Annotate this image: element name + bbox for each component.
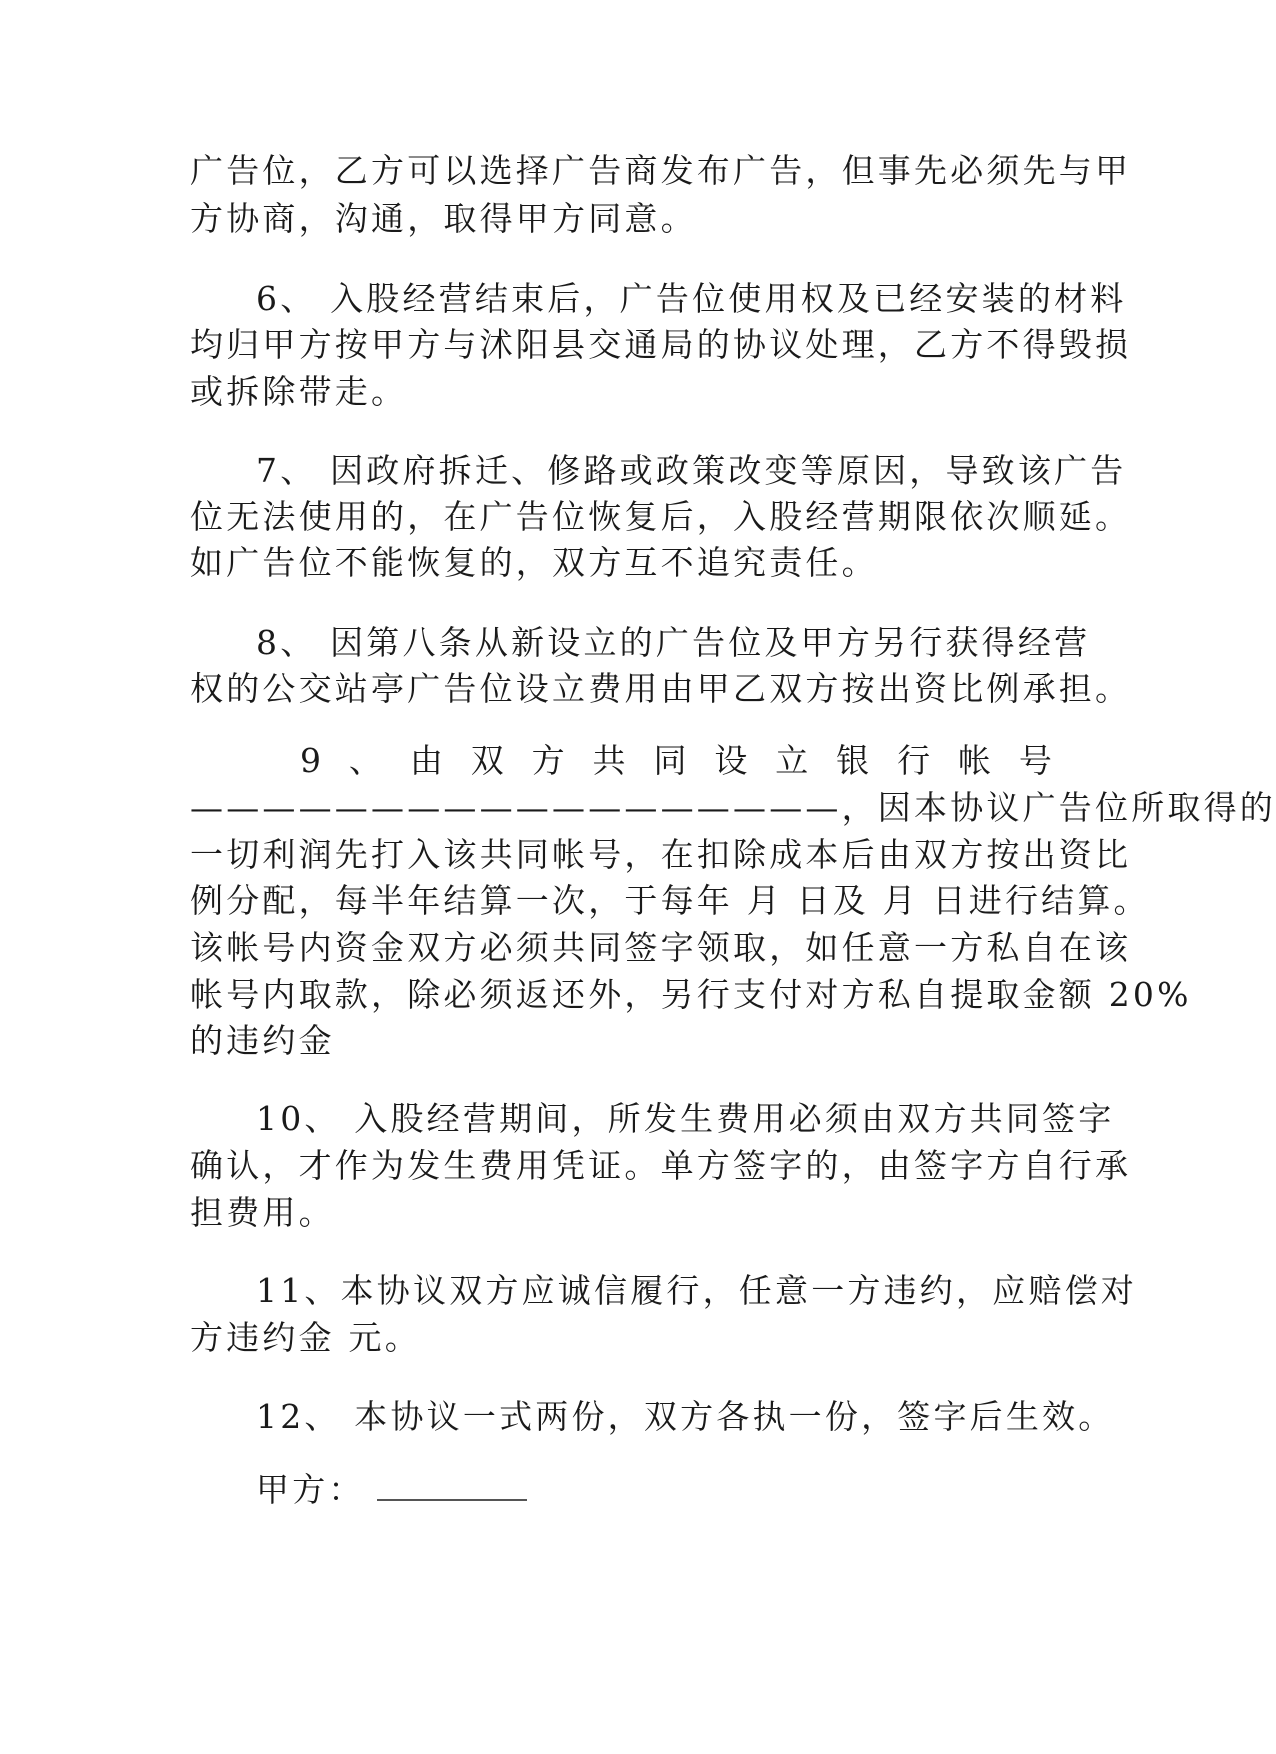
clause-8: 8、 因第八条从新设立的广告位及甲方另行获得经营 <box>256 623 1091 662</box>
spread-char: 设 <box>714 741 748 780</box>
spread-char: 银 <box>836 741 870 780</box>
paragraph-line: 帐号内取款，除必须返还外，另行支付对方私自提取金额 20% <box>190 975 1192 1014</box>
clause-10: 10、 入股经营期间，所发生费用必须由双方共同签字 <box>256 1099 1115 1138</box>
spread-char: 、 <box>348 741 382 780</box>
paragraph-line: 该帐号内资金双方必须共同签字领取，如任意一方私自在该 <box>190 928 1132 967</box>
paragraph-line: 广告位，乙方可以选择广告商发布广告，但事先必须先与甲 <box>190 151 1132 190</box>
paragraph-line: 或拆除带走。 <box>190 372 408 411</box>
clause-7: 7、 因政府拆迁、修路或政策改变等原因，导致该广告 <box>256 451 1127 490</box>
spread-char: 立 <box>775 741 809 780</box>
paragraph-line: 的违约金 <box>190 1021 335 1060</box>
spread-char: 号 <box>1018 741 1052 780</box>
signature-line <box>256 1467 1118 1513</box>
clause-6: 6、 入股经营结束后，广告位使用权及已经安装的材料 <box>256 279 1127 318</box>
clause-12: 12、 本协议一式两份，双方各执一份，签字后生效。 <box>256 1397 1115 1436</box>
paragraph-line: 担费用。 <box>190 1193 335 1232</box>
spread-char: 由 <box>409 741 443 780</box>
signature-label: 甲方： <box>256 1470 365 1509</box>
paragraph-line: 一切利润先打入该共同帐号，在扣除成本后由双方按出资比 <box>190 835 1132 874</box>
clause-9-heading <box>300 738 1052 784</box>
spread-char: 方 <box>531 741 565 780</box>
paragraph-line: 例分配，每半年结算一次，于每年 月 日及 月 日进行结算。 <box>190 881 1150 920</box>
paragraph-line: 确认，才作为发生费用凭证。单方签字的，由签字方自行承 <box>190 1146 1132 1185</box>
spread-char: 帐 <box>957 741 991 780</box>
signature-blank <box>377 1469 527 1501</box>
paragraph-line: 方协商，沟通，取得甲方同意。 <box>190 199 697 238</box>
clause-11: 11、本协议双方应诚信履行，任意一方违约，应赔偿对 <box>256 1271 1137 1310</box>
paragraph-line: 权的公交站亭广告位设立费用由甲乙双方按出资比例承担。 <box>190 669 1132 708</box>
paragraph-line: 均归甲方按甲方与沭阳县交通局的协议处理，乙方不得毁损 <box>190 325 1132 364</box>
paragraph-line: ——————————————————，因本协议广告位所取得的 <box>190 788 1276 827</box>
spread-char: 共 <box>592 741 626 780</box>
spread-char: 9 <box>300 741 321 780</box>
paragraph-line: 方违约金 元。 <box>190 1318 421 1357</box>
paragraph-line: 如广告位不能恢复的，双方互不追究责任。 <box>190 543 878 582</box>
spread-char: 双 <box>470 741 504 780</box>
spread-char: 同 <box>653 741 687 780</box>
spread-char: 行 <box>897 741 931 780</box>
paragraph-line: 位无法使用的，在广告位恢复后，入股经营期限依次顺延。 <box>190 497 1132 536</box>
